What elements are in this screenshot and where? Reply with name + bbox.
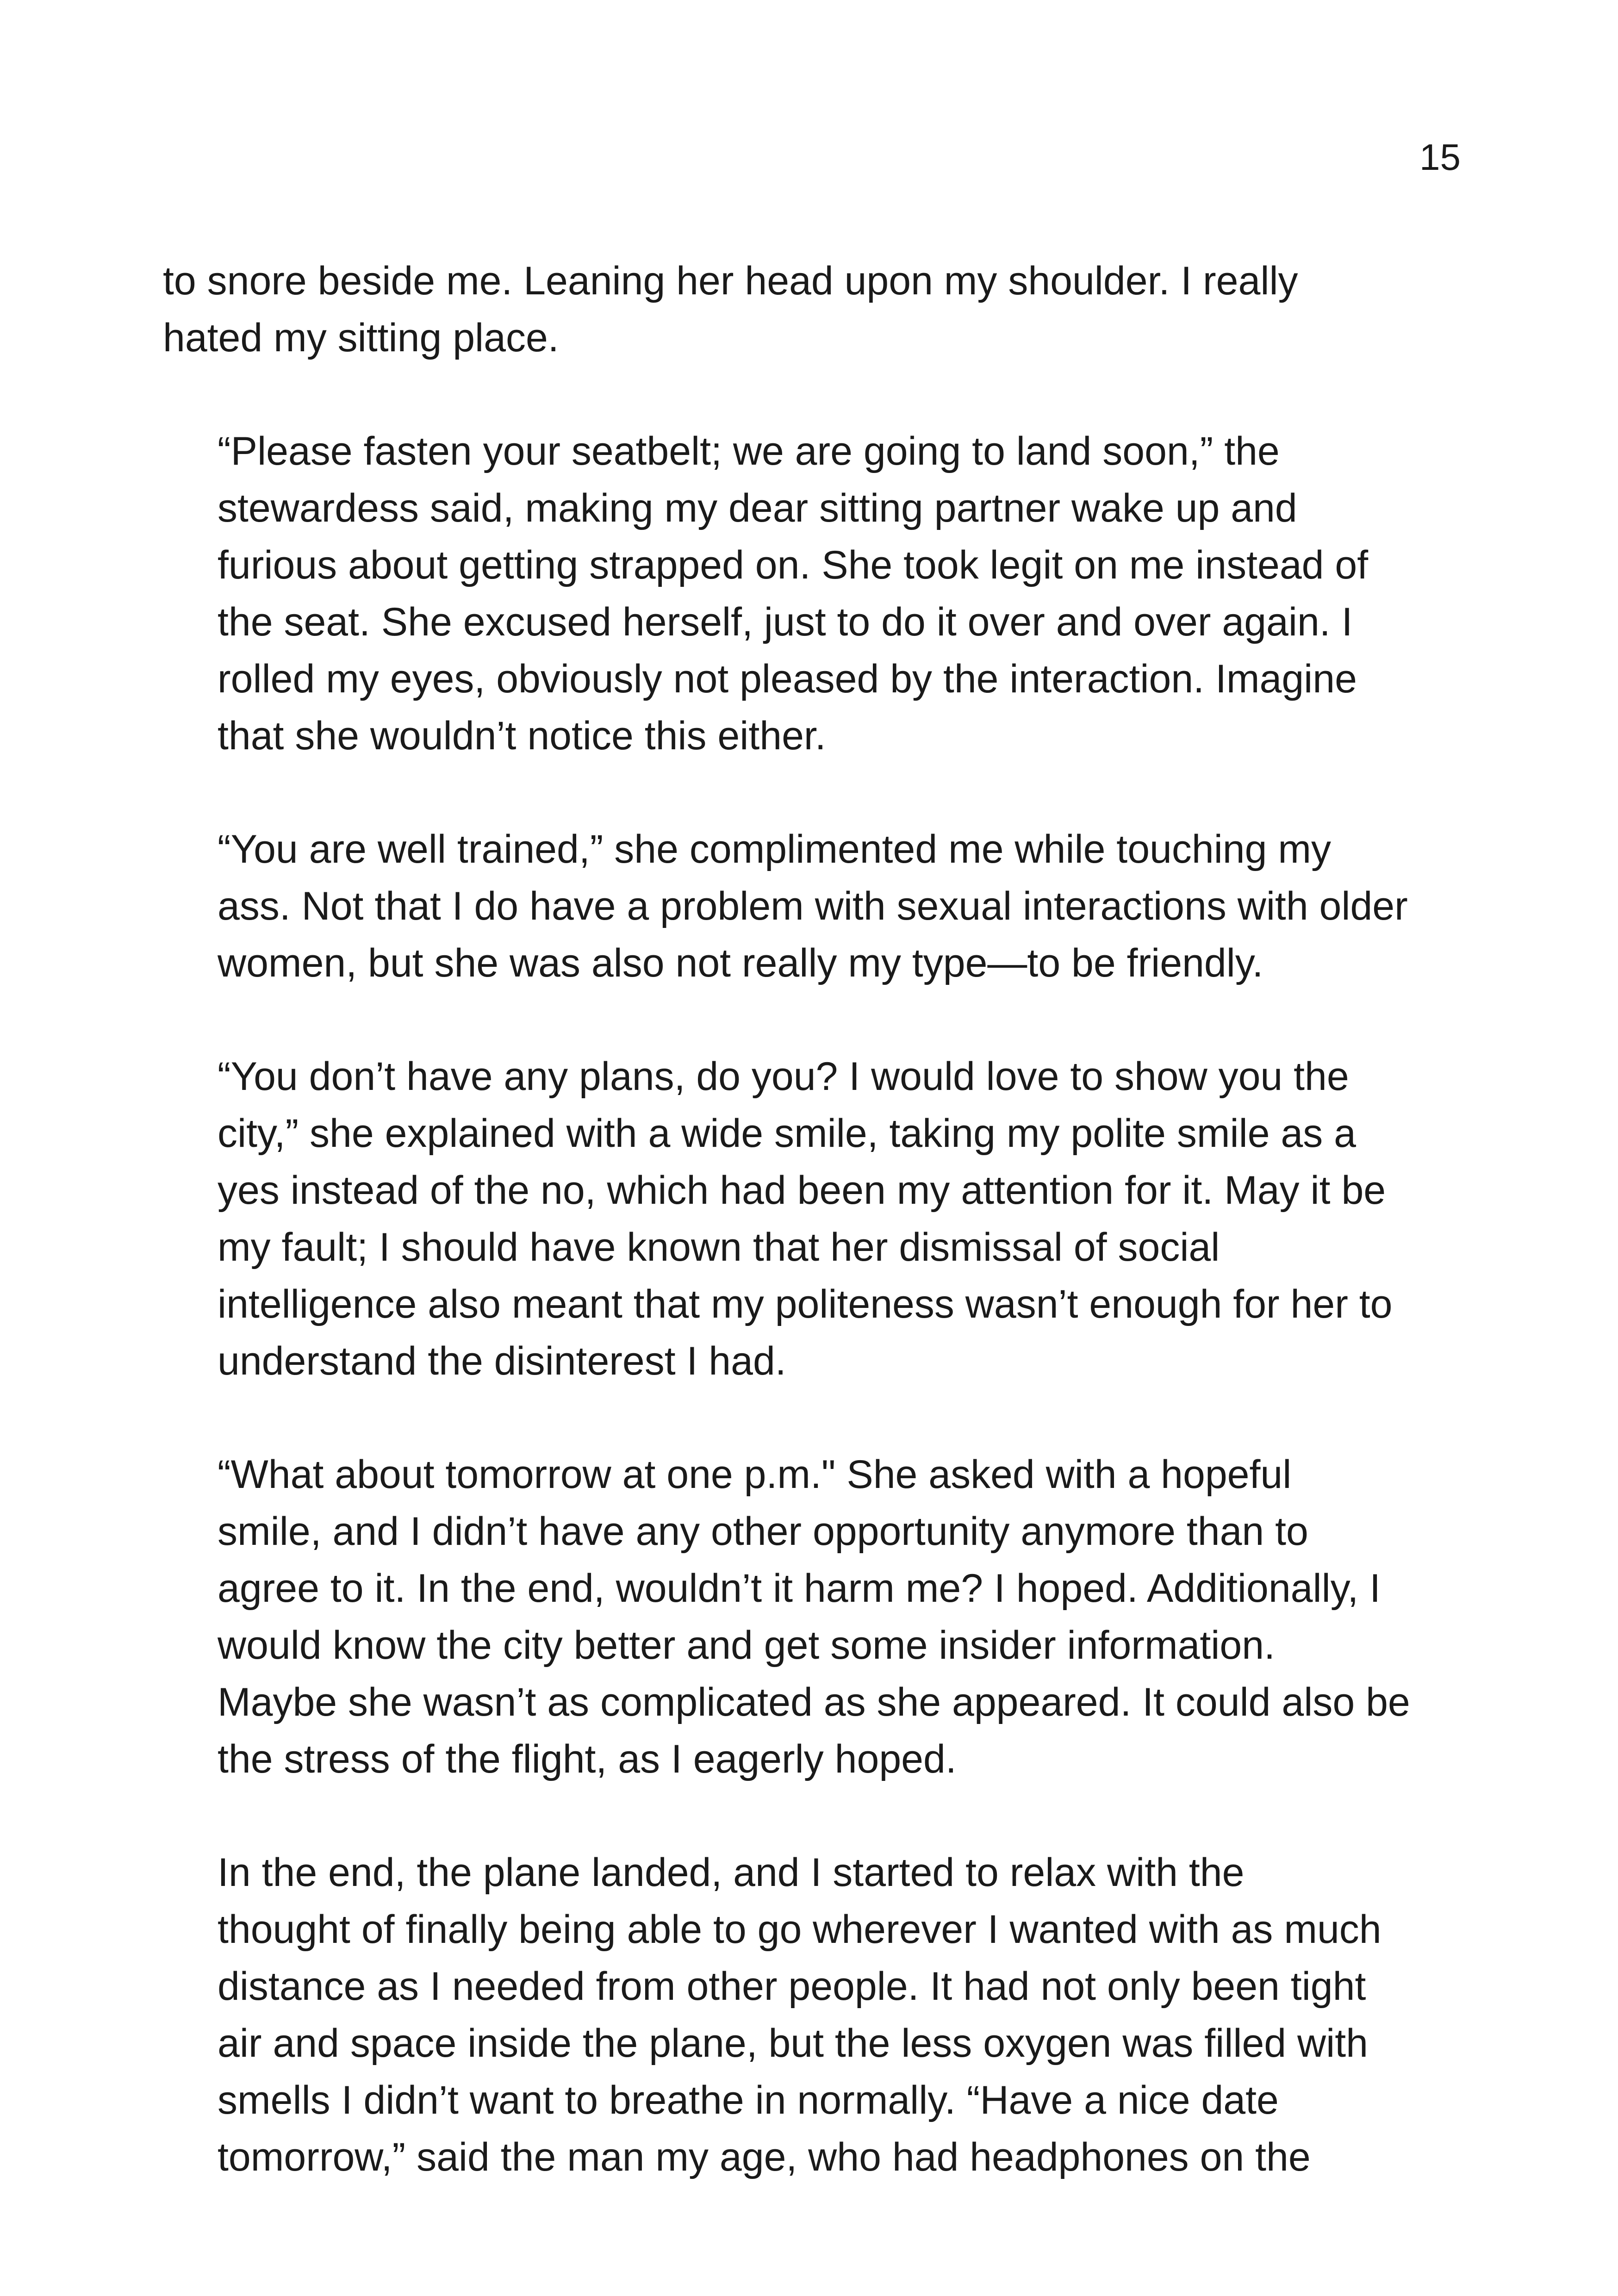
text-line: the seat. She excused herself, just to do it over and over again. I (218, 600, 1353, 644)
text-line: to snore beside me. Leaning her head upon my shoulder. I really (163, 259, 1298, 303)
text-line: intelligence also meant that my politeness wasn’t enough for her to (218, 1282, 1393, 1326)
text-line: “Please fasten your seatbelt; we are going to land soon,” the (218, 429, 1280, 473)
text-line: ass. Not that I do have a problem with sexual interactions with older (218, 884, 1408, 928)
text-line: smells I didn’t want to breathe in normally. “Have a nice date (218, 2078, 1279, 2122)
text-line: distance as I needed from other people. It had not only been tight (218, 1964, 1366, 2009)
text-line: stewardess said, making my dear sitting partner wake up and (218, 486, 1297, 530)
text-line: “You don’t have any plans, do you? I would love to show you the (218, 1054, 1349, 1099)
text-line: Maybe she wasn’t as complicated as she appeared. It could also be (218, 1680, 1410, 1724)
text-line: yes instead of the no, which had been my attention for it. May it be (218, 1168, 1386, 1213)
paragraph (163, 1048, 1463, 1390)
paragraph (163, 821, 1463, 992)
text-line: city,” she explained with a wide smile, taking my polite smile as a (218, 1111, 1356, 1156)
paragraph (163, 1844, 1463, 2186)
text-line: rolled my eyes, obviously not pleased by the interaction. Imagine (218, 657, 1357, 701)
paragraph (163, 1446, 1463, 1788)
paragraph (163, 423, 1463, 765)
page-number: 15 (1419, 137, 1461, 178)
text-line: would know the city better and get some insider information. (218, 1623, 1275, 1668)
text-line: air and space inside the plane, but the less oxygen was filled with (218, 2021, 1368, 2066)
text-line: tomorrow,” said the man my age, who had headphones on the (218, 2135, 1311, 2179)
text-line: women, but she was also not really my type—to be friendly. (218, 941, 1263, 985)
text-line: that she wouldn’t notice this either. (218, 714, 826, 758)
text-line: thought of finally being able to go wherever I wanted with as much (218, 1907, 1382, 1952)
text-line: agree to it. In the end, wouldn’t it harm me? I hoped. Additionally, I (218, 1566, 1381, 1611)
text-line: “You are well trained,” she complimented me while touching my (218, 827, 1331, 871)
text-line: my fault; I should have known that her dismissal of social (218, 1225, 1220, 1269)
text-line: In the end, the plane landed, and I started to relax with the (218, 1850, 1245, 1895)
text-line: the stress of the flight, as I eagerly hoped. (218, 1737, 957, 1781)
body-text (163, 253, 1463, 2242)
text-line: furious about getting strapped on. She took legit on me instead of (218, 543, 1369, 587)
paragraph (163, 253, 1463, 367)
text-line: hated my sitting place. (163, 316, 559, 360)
text-line: understand the disinterest I had. (218, 1339, 786, 1383)
text-line: smile, and I didn’t have any other opportunity anymore than to (218, 1509, 1308, 1554)
text-line: “What about tomorrow at one p.m." She asked with a hopeful (218, 1452, 1292, 1497)
